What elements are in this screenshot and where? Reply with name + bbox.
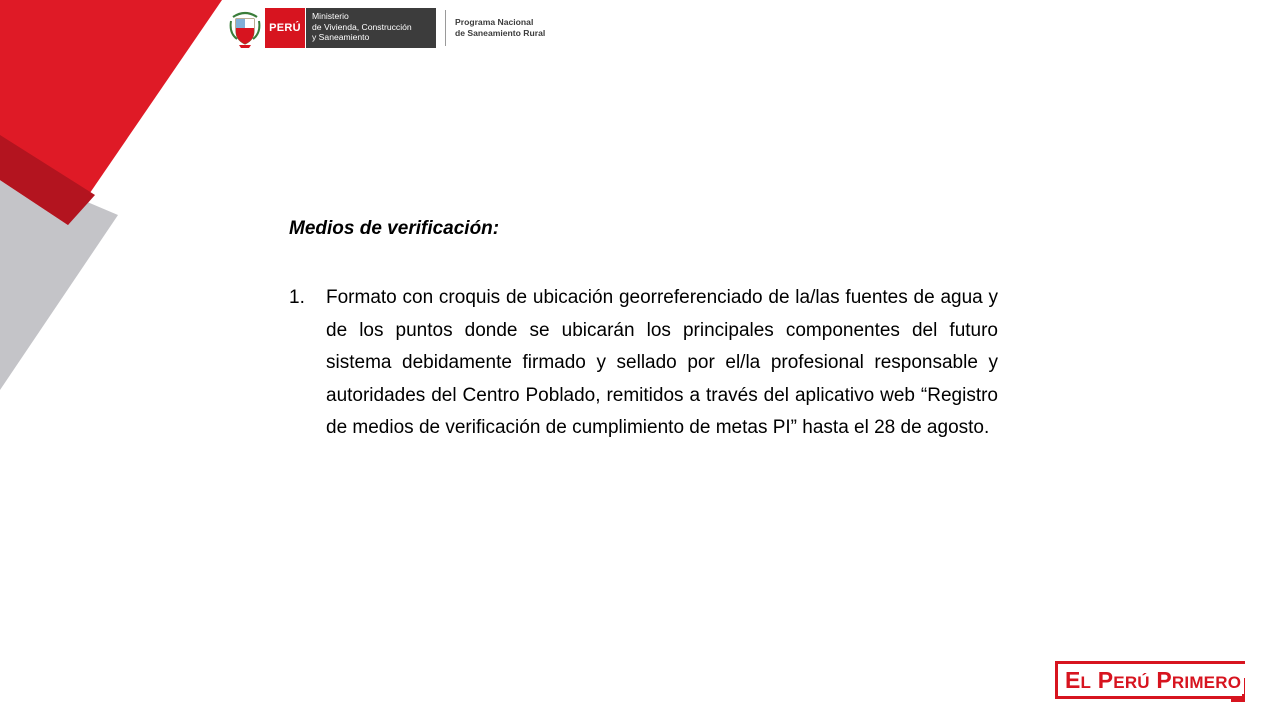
- program-line: de Saneamiento Rural: [455, 28, 546, 38]
- list-item-number: 1.: [289, 287, 305, 308]
- header-divider: [445, 10, 446, 46]
- section-heading: Medios de verificación:: [289, 218, 500, 239]
- ministry-line: Ministerio: [312, 11, 349, 21]
- header-logos: [229, 6, 545, 50]
- program-name: [455, 17, 545, 39]
- peru-label: PERÚ: [265, 8, 305, 48]
- decorative-corner-shapes: [0, 0, 260, 400]
- coat-of-arms-icon: [229, 7, 261, 49]
- program-line: Programa Nacional: [455, 17, 534, 27]
- ministry-line: de Vivienda, Construcción: [312, 21, 412, 32]
- el-peru-primero-logo: [1055, 661, 1249, 703]
- ministry-line: y Saneamiento: [312, 32, 370, 42]
- logo-text: EL PERÚ PRIMERO: [1063, 667, 1244, 694]
- ministry-name: [305, 8, 436, 48]
- list-item: [289, 282, 998, 445]
- verification-list: [289, 282, 998, 445]
- list-item-text: Formato con croquis de ubicación georreferenciado de la/las fuentes de agua y de los puntos donde se ubicarán los principales componentes del futuro sistema debidamente firmado y sellado por el/la profesional responsable y autoridades del Centro Poblado, remitidos a través del aplicativo web “Registro de medios de verificación de cumplimiento de metas PI” hasta el 28 de agosto.: [326, 287, 998, 439]
